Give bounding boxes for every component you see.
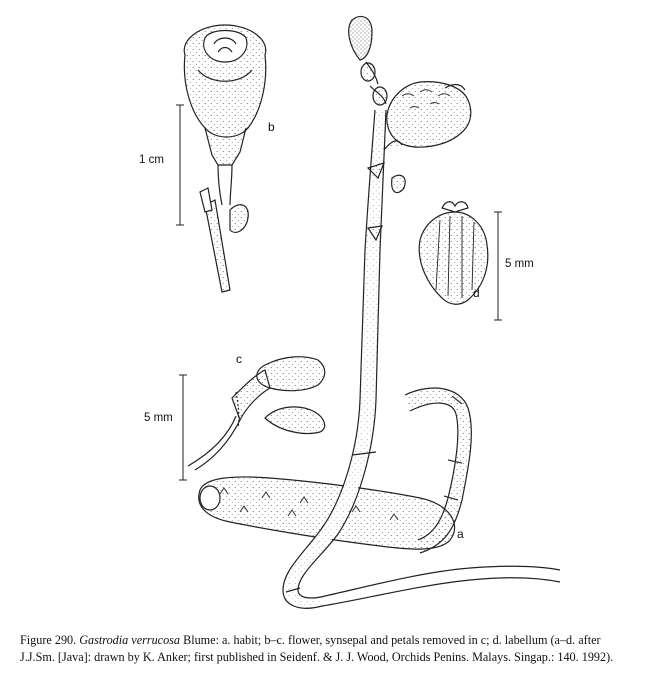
- scale-label-1cm: 1 cm: [139, 154, 164, 166]
- panel-label-c: c: [236, 352, 242, 366]
- caption-prefix: Figure 290.: [20, 633, 80, 647]
- caption-species: Gastrodia verrucosa: [79, 633, 181, 647]
- scale-label-5mm-c: 5 mm: [144, 412, 173, 424]
- scale-label-5mm-d: 5 mm: [505, 258, 534, 270]
- flower-drawing: [184, 25, 266, 292]
- figure-caption: [20, 632, 632, 666]
- caption-text: Blume: a. habit; b–c. flower, synsepal and petals removed in c; d. labellum (a–d. after J.J.Sm. [Java]: drawn by K. Anker; first published in Seidenf. & J. J. Wood, Orchids Penins. Malays. Singap.: 140. 1992).: [20, 633, 614, 664]
- panel-label-b: b: [268, 120, 275, 134]
- panel-label-a: a: [457, 527, 464, 541]
- panel-label-d: d: [473, 286, 480, 300]
- flower-side-drawing: [188, 357, 325, 470]
